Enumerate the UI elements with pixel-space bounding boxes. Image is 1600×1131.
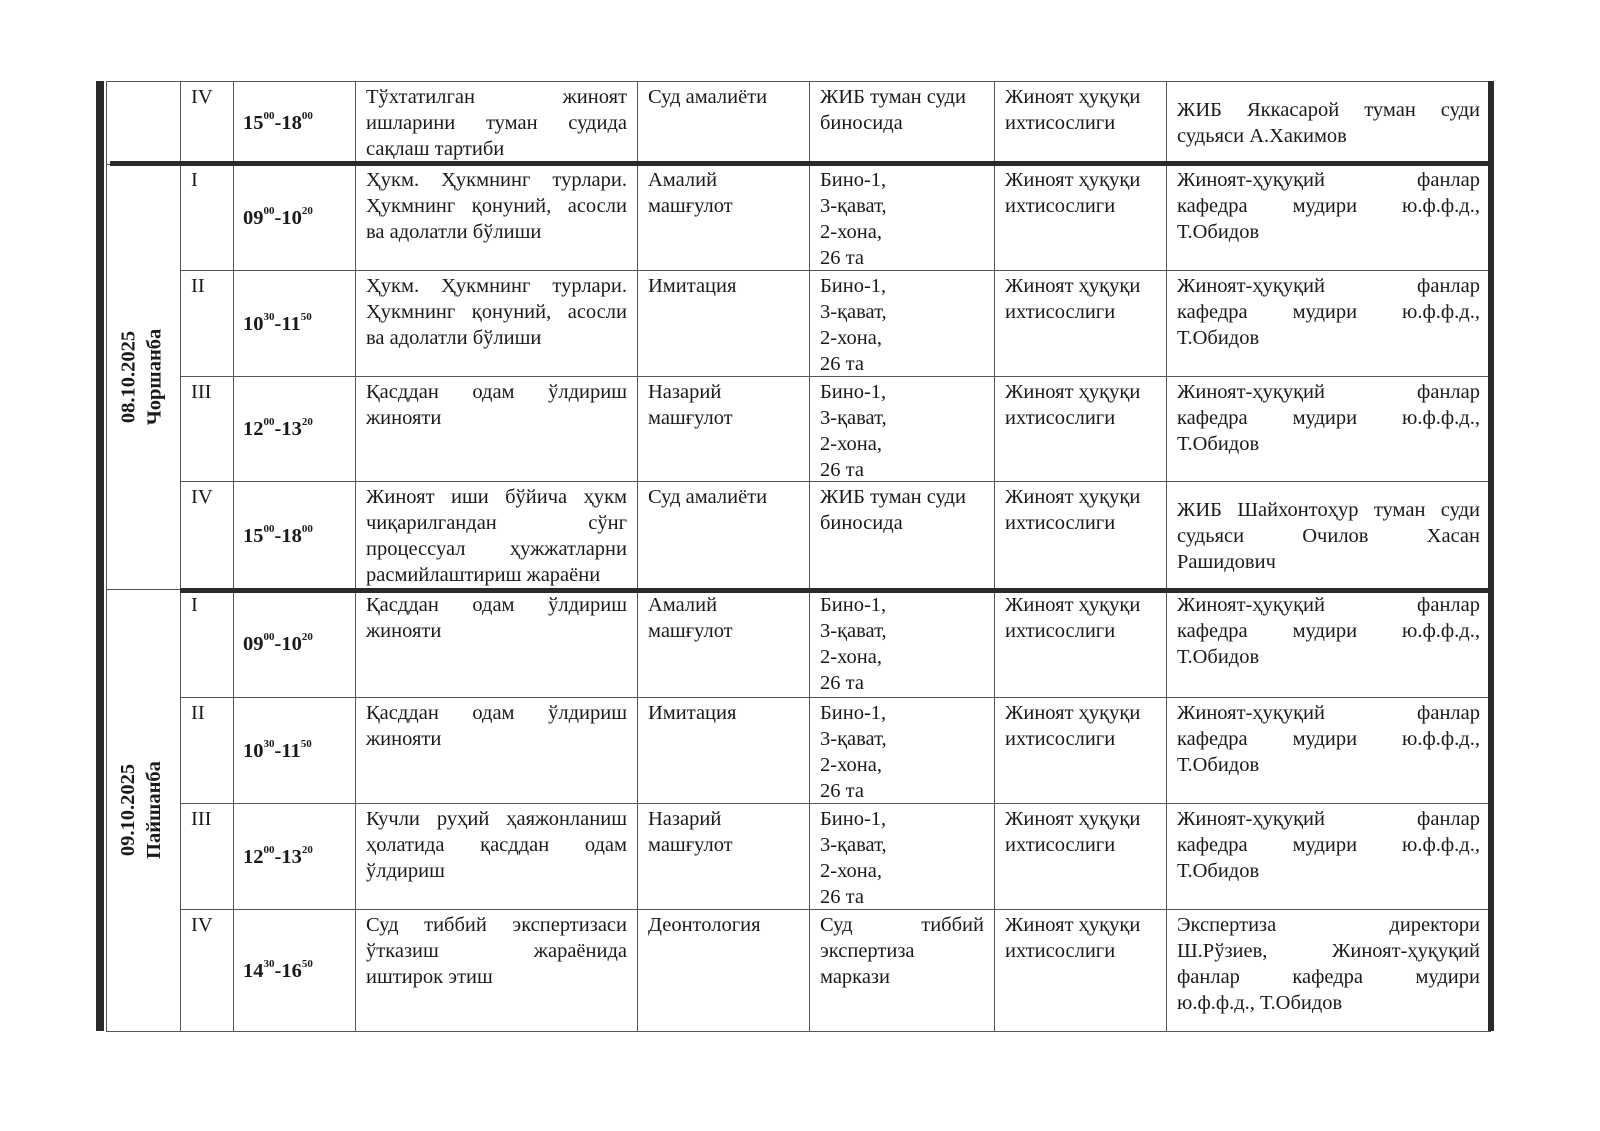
time-cell xyxy=(233,481,355,589)
time-m1: 30 xyxy=(263,310,275,323)
time-cell xyxy=(233,81,355,164)
cell-line: Рашидович xyxy=(1177,550,1276,573)
cell-line: ва адолатли бўлиши xyxy=(366,221,542,243)
cell-line: Бино-1, xyxy=(820,275,887,297)
time-h1: 12 xyxy=(243,418,264,440)
cell-line: ихтисослиги xyxy=(1005,620,1116,642)
topic-cell xyxy=(355,376,637,481)
cell-line: Имитация xyxy=(648,702,737,724)
time-h2: 18 xyxy=(281,524,302,547)
lesson-time: $09^{00}-10^{20}$ xyxy=(243,630,313,655)
time-cell xyxy=(233,376,355,481)
time-m1: 00 xyxy=(263,416,275,429)
cell-line: Жиноят-ҳуқуқий фанлар xyxy=(1177,808,1480,830)
time-h2: 10 xyxy=(281,632,302,655)
time-m2: 00 xyxy=(301,110,313,123)
cell-line: чиқарилгандан сўнг xyxy=(366,512,627,534)
cell-line: судьяси Очилов Хасан xyxy=(1177,524,1480,547)
cell-line: Бино-1, xyxy=(820,169,887,191)
cell-line: 26 та xyxy=(820,672,864,694)
cell-line: Жиноят-ҳуқуқий фанлар xyxy=(1177,275,1480,297)
cell-line: Суд тиббий экспертизаси xyxy=(366,914,627,936)
cell-line: сақлаш тартиби xyxy=(366,138,505,160)
teacher-cell xyxy=(1166,697,1490,803)
cell-line: 2-хона, xyxy=(820,646,882,668)
lesson-number-cell xyxy=(180,803,233,909)
cell-line: биносида xyxy=(820,512,903,534)
cell-line: 2-хона, xyxy=(820,221,882,243)
cell-line: 2-хона, xyxy=(820,433,882,455)
teacher-cell xyxy=(1166,909,1490,1031)
cell-line: ЖИБ туман суди xyxy=(820,86,966,108)
specialty-cell xyxy=(994,270,1166,376)
cell-line: судьяси А.Хакимов xyxy=(1177,125,1347,147)
lesson-time: $12^{00}-13^{20}$ xyxy=(243,843,313,868)
cell-line: 2-хона, xyxy=(820,327,882,349)
lesson-number-cell xyxy=(180,481,233,589)
time-h1: 15 xyxy=(243,112,264,134)
cell-line: ва адолатли бўлиши xyxy=(366,327,542,349)
specialty-cell xyxy=(994,81,1166,164)
lesson-number: IV xyxy=(191,86,213,108)
lesson-number: III xyxy=(191,808,212,830)
topic-cell xyxy=(355,909,637,1031)
cell-line: машғулот xyxy=(648,834,733,856)
lesson-number-cell xyxy=(180,270,233,376)
cell-line: 2-хона, xyxy=(820,860,882,882)
lesson-number-cell xyxy=(180,697,233,803)
lesson-type-cell xyxy=(637,481,809,589)
cell-line: Т.Обидов xyxy=(1177,221,1260,243)
lesson-number-cell xyxy=(180,909,233,1031)
lesson-number: IV xyxy=(191,914,213,936)
teacher-text xyxy=(1177,912,1480,1016)
cell-line: Жиноят ҳуқуқи xyxy=(1005,86,1141,108)
cell-line: ихтисослиги xyxy=(1005,112,1116,134)
time-m1: 30 xyxy=(263,737,275,750)
cell-line: Суд тиббий xyxy=(820,914,984,936)
cell-line: ихтисослиги xyxy=(1005,301,1116,323)
cell-line: Т.Обидов xyxy=(1177,860,1260,882)
cell-line: 3-қават, xyxy=(820,728,887,750)
cell-line: 3-қават, xyxy=(820,620,887,642)
lesson-type-cell xyxy=(637,589,809,697)
cell-line: Суд амалиёти xyxy=(648,486,768,508)
lesson-number-cell xyxy=(180,589,233,697)
time-cell xyxy=(233,270,355,376)
cell-line: Бино-1, xyxy=(820,381,887,403)
cell-line: Имитация xyxy=(648,275,737,297)
time-m1: 00 xyxy=(263,204,275,217)
cell-line: машғулот xyxy=(648,620,733,642)
time-m2: 00 xyxy=(301,522,313,535)
teacher-text xyxy=(1177,379,1480,457)
table-border-bottom xyxy=(106,1031,1491,1032)
cell-line: 3-қават, xyxy=(820,195,887,217)
cell-line: процессуал ҳужжатларни xyxy=(366,538,627,560)
cell-line: Т.Обидов xyxy=(1177,433,1260,455)
day-label xyxy=(115,589,171,1031)
cell-line: Амалий xyxy=(648,169,718,191)
lesson-number: II xyxy=(191,275,205,297)
time-cell xyxy=(233,589,355,697)
specialty-cell xyxy=(994,803,1166,909)
time-cell xyxy=(233,164,355,270)
teacher-cell xyxy=(1166,481,1490,589)
place-cell xyxy=(809,164,994,270)
cell-line: Назарий xyxy=(648,808,722,830)
cell-line: кафедра мудири ю.ф.ф.д., xyxy=(1177,407,1480,429)
cell-line: Қасддан одам ўлдириш xyxy=(366,594,627,616)
time-h1: 12 xyxy=(243,845,264,868)
cell-line: Тўхтатилган жиноят xyxy=(366,86,627,108)
time-m2: 20 xyxy=(301,204,313,217)
lesson-type-cell xyxy=(637,270,809,376)
teacher-cell xyxy=(1166,81,1490,164)
border-right-thick xyxy=(1488,81,1494,1031)
lesson-number-cell xyxy=(180,164,233,270)
cell-line: ихтисослиги xyxy=(1005,940,1116,962)
time-m1: 00 xyxy=(263,843,275,856)
time-h2: 10 xyxy=(281,206,302,229)
cell-line: кафедра мудири ю.ф.ф.д., xyxy=(1177,728,1480,750)
cell-line: Қасддан одам ўлдириш xyxy=(366,381,627,403)
cell-line: 26 та xyxy=(820,247,864,269)
day-cell-empty xyxy=(106,81,180,164)
day-weekday: Чоршанба xyxy=(143,328,165,425)
time-m2: 50 xyxy=(301,957,313,970)
specialty-cell xyxy=(994,589,1166,697)
cell-line: Жиноят иши бўйича ҳукм xyxy=(366,486,627,508)
cell-line: Жиноят ҳуқуқи xyxy=(1005,275,1141,297)
specialty-cell xyxy=(994,376,1166,481)
cell-line: 3-қават, xyxy=(820,301,887,323)
cell-line: ихтисослиги xyxy=(1005,728,1116,750)
cell-line: 26 та xyxy=(820,780,864,802)
cell-line: Бино-1, xyxy=(820,808,887,830)
time-m1: 30 xyxy=(263,957,275,970)
cell-line: Бино-1, xyxy=(820,594,887,616)
cell-line: ихтисослиги xyxy=(1005,834,1116,856)
teacher-text xyxy=(1177,592,1480,670)
time-m1: 00 xyxy=(263,522,275,535)
separator-day2-top xyxy=(180,588,1488,593)
time-m2: 20 xyxy=(301,630,313,643)
border-left-thick xyxy=(96,81,104,1031)
day-date: 09.10.2025 xyxy=(117,763,139,857)
time-m2: 20 xyxy=(301,416,313,429)
topic-cell xyxy=(355,803,637,909)
cell-line: ЖИБ Яккасарой туман суди xyxy=(1177,99,1480,121)
time-h1: 09 xyxy=(243,206,264,229)
cell-line: ЖИБ Шайхонтоҳур туман суди xyxy=(1177,498,1480,521)
cell-line: кафедра мудири ю.ф.ф.д., xyxy=(1177,195,1480,217)
lesson-type-cell xyxy=(637,81,809,164)
cell-line: Жиноят ҳуқуқи xyxy=(1005,594,1141,616)
cell-line: машғулот xyxy=(648,195,733,217)
cell-line: Ҳукмнинг қонуний, асосли xyxy=(366,195,627,217)
place-cell xyxy=(809,481,994,589)
cell-line: Жиноят-ҳуқуқий фанлар xyxy=(1177,169,1480,191)
cell-line: машғулот xyxy=(648,407,733,429)
cell-line: кафедра мудири ю.ф.ф.д., xyxy=(1177,301,1480,323)
cell-line: биносида xyxy=(820,112,903,134)
cell-line: ю.ф.ф.д., Т.Обидов xyxy=(1177,992,1343,1014)
time-h2: 18 xyxy=(281,112,302,134)
time-h1: 14 xyxy=(243,959,264,982)
lesson-time: $10^{30}-11^{50}$ xyxy=(243,737,312,762)
topic-cell xyxy=(355,589,637,697)
lesson-number: III xyxy=(191,381,212,403)
time-h1: 10 xyxy=(243,739,264,762)
lesson-type-cell xyxy=(637,803,809,909)
cell-line: Т.Обидов xyxy=(1177,327,1260,349)
day-label xyxy=(115,164,171,589)
day-date: 08.10.2025 xyxy=(117,330,139,423)
cell-line: ЖИБ туман суди xyxy=(820,486,966,508)
cell-line: Жиноят ҳуқуқи xyxy=(1005,808,1141,830)
cell-line: ихтисослиги xyxy=(1005,512,1116,534)
cell-line: 26 та xyxy=(820,353,864,375)
cell-line: ихтисослиги xyxy=(1005,195,1116,217)
lesson-type-cell xyxy=(637,164,809,270)
time-h1: 09 xyxy=(243,632,264,655)
place-cell xyxy=(809,376,994,481)
cell-line: Суд амалиёти xyxy=(648,86,768,108)
specialty-cell xyxy=(994,164,1166,270)
cell-line: 2-хона, xyxy=(820,754,882,776)
cell-line: кафедра мудири ю.ф.ф.д., xyxy=(1177,834,1480,856)
teacher-cell xyxy=(1166,376,1490,481)
separator-day1-top xyxy=(110,161,1488,166)
lesson-number: IV xyxy=(191,486,213,508)
lesson-time: $10^{30}-11^{50}$ xyxy=(243,310,312,335)
lesson-time: $15^{00}-18^{00}$ xyxy=(243,522,313,547)
place-cell xyxy=(809,589,994,697)
cell-line: Ҳукм. Ҳукмнинг турлари. xyxy=(366,169,627,191)
cell-line: ўлдириш xyxy=(366,860,445,882)
cell-line: ишларини туман судида xyxy=(366,112,627,134)
cell-line: жинояти xyxy=(366,620,442,642)
time-h2: 11 xyxy=(281,739,301,762)
cell-line: жинояти xyxy=(366,407,442,429)
cell-line: ихтисослиги xyxy=(1005,407,1116,429)
lesson-number-cell xyxy=(180,376,233,481)
cell-line: Ҳукмнинг қонуний, асосли xyxy=(366,301,627,323)
time-h1: 10 xyxy=(243,312,264,335)
cell-line: Жиноят-ҳуқуқий фанлар xyxy=(1177,702,1480,724)
lesson-time: $15^{00}-18^{00}$ xyxy=(243,110,313,134)
time-h2: 11 xyxy=(281,312,301,335)
cell-line: Кучли руҳий ҳаяжонланиш xyxy=(366,808,627,830)
cell-line: 3-қават, xyxy=(820,407,887,429)
cell-line: иштирок этиш xyxy=(366,966,493,988)
cell-line: Назарий xyxy=(648,381,722,403)
cell-line: 26 та xyxy=(820,886,864,908)
lesson-time: $14^{30}-16^{50}$ xyxy=(243,957,313,982)
teacher-text xyxy=(1177,700,1480,778)
cell-line: Т.Обидов xyxy=(1177,754,1260,776)
cell-line: Жиноят ҳуқуқи xyxy=(1005,702,1141,724)
time-h1: 15 xyxy=(243,524,264,547)
cell-line: Ҳукм. Ҳукмнинг турлари. xyxy=(366,275,627,297)
lesson-number: II xyxy=(191,702,205,724)
cell-line: жинояти xyxy=(366,728,442,750)
teacher-cell xyxy=(1166,164,1490,270)
cell-line: Жиноят-ҳуқуқий фанлар xyxy=(1177,594,1480,616)
time-cell xyxy=(233,909,355,1031)
teacher-text xyxy=(1177,273,1480,351)
cell-line: Жиноят ҳуқуқи xyxy=(1005,381,1141,403)
cell-line: Деонтология xyxy=(648,914,761,936)
specialty-cell xyxy=(994,481,1166,589)
cell-line: 3-қават, xyxy=(820,834,887,856)
cell-line: Амалий xyxy=(648,594,718,616)
teacher-cell xyxy=(1166,803,1490,909)
cell-line: Экспертиза директори xyxy=(1177,914,1480,936)
time-m2: 50 xyxy=(300,310,312,323)
lesson-type-cell xyxy=(637,909,809,1031)
time-m2: 50 xyxy=(300,737,312,750)
place-cell xyxy=(809,909,994,1031)
time-m1: 00 xyxy=(263,630,275,643)
place-cell xyxy=(809,270,994,376)
cell-line: Жиноят ҳуқуқи xyxy=(1005,914,1141,936)
specialty-cell xyxy=(994,697,1166,803)
cell-line: ўтказиш жараёнида xyxy=(366,940,627,962)
place-cell xyxy=(809,81,994,164)
lesson-number: I xyxy=(191,594,198,616)
cell-line: ҳолатида қасддан одам xyxy=(366,834,627,856)
cell-line: Ш.Рўзиев, Жиноят-ҳуқуқий xyxy=(1177,940,1480,962)
lesson-time: $12^{00}-13^{20}$ xyxy=(243,416,313,440)
topic-cell xyxy=(355,697,637,803)
teacher-text xyxy=(1177,497,1480,575)
cell-line: Жиноят-ҳуқуқий фанлар xyxy=(1177,381,1480,403)
cell-line: 26 та xyxy=(820,459,864,481)
cell-line: Т.Обидов xyxy=(1177,646,1260,668)
topic-cell xyxy=(355,81,637,164)
lesson-type-cell xyxy=(637,697,809,803)
time-cell xyxy=(233,803,355,909)
lesson-time: $09^{00}-10^{20}$ xyxy=(243,204,313,229)
time-m1: 00 xyxy=(263,110,275,123)
cell-line: Жиноят ҳуқуқи xyxy=(1005,169,1141,191)
cell-line: маркази xyxy=(820,966,890,988)
time-m2: 20 xyxy=(301,843,313,856)
teacher-text xyxy=(1177,167,1480,245)
teacher-text xyxy=(1177,97,1480,149)
cell-line: расмийлаштириш жараёни xyxy=(366,564,601,586)
day-weekday: Пайшанба xyxy=(143,761,165,859)
time-h2: 16 xyxy=(281,959,302,982)
specialty-cell xyxy=(994,909,1166,1031)
lesson-type-cell xyxy=(637,376,809,481)
topic-cell xyxy=(355,164,637,270)
cell-line: экспертиза xyxy=(820,940,915,962)
place-cell xyxy=(809,803,994,909)
cell-line: кафедра мудири ю.ф.ф.д., xyxy=(1177,620,1480,642)
teacher-cell xyxy=(1166,270,1490,376)
cell-line: Бино-1, xyxy=(820,702,887,724)
time-h2: 13 xyxy=(281,418,302,440)
teacher-text xyxy=(1177,806,1480,884)
cell-line: Жиноят ҳуқуқи xyxy=(1005,486,1141,508)
cell-line: Қасддан одам ўлдириш xyxy=(366,702,627,724)
cell-line: фанлар кафедра мудири xyxy=(1177,966,1480,988)
lesson-number: I xyxy=(191,169,198,191)
teacher-cell xyxy=(1166,589,1490,697)
topic-cell xyxy=(355,270,637,376)
time-h2: 13 xyxy=(281,845,302,868)
time-cell xyxy=(233,697,355,803)
topic-cell xyxy=(355,481,637,589)
lesson-number-cell xyxy=(180,81,233,164)
place-cell xyxy=(809,697,994,803)
